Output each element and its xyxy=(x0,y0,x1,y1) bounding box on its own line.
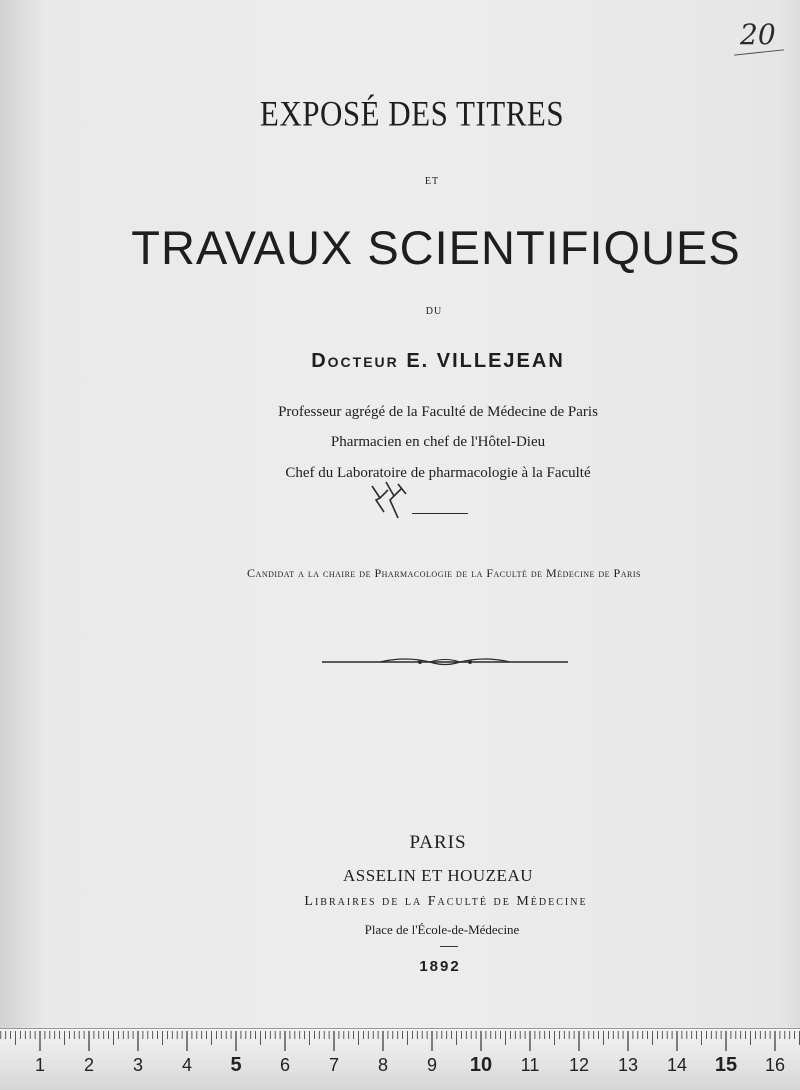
ruler-number: 11 xyxy=(520,1055,540,1075)
ruler-number: 5 xyxy=(230,1054,242,1076)
candidacy-statement: Candidat a la chaire de Pharmacologie de la Faculté de Médecine de Paris xyxy=(247,566,641,580)
handwritten-archive-number: 20 xyxy=(740,18,776,51)
handwritten-mark-icon xyxy=(368,478,412,524)
ruler-number: 7 xyxy=(328,1055,340,1075)
title-line-2: TRAVAUX SCIENTIFIQUES xyxy=(131,221,741,274)
ruler-number: 2 xyxy=(83,1055,95,1075)
ruler-number: 12 xyxy=(568,1055,590,1075)
ornamental-rule-icon xyxy=(320,652,570,672)
imprint-publisher-role: Libraires de la Faculté de Médecine xyxy=(304,894,588,909)
imprint-city: PARIS xyxy=(409,832,467,853)
imprint-year: 1892 xyxy=(419,958,461,975)
ruler-number: 14 xyxy=(666,1055,688,1075)
ruler-number: 15 xyxy=(714,1054,738,1076)
title-line-1: EXPOSÉ DES TITRES xyxy=(259,93,565,134)
affiliation-pharmacist: Pharmacien en chef de l'Hôtel-Dieu xyxy=(330,434,546,450)
ruler-number: 6 xyxy=(279,1055,291,1075)
imprint-publisher: ASSELIN ET HOUZEAU xyxy=(342,866,533,885)
imprint-address: Place de l'École-de-Médecine xyxy=(364,922,520,937)
ruler-scale xyxy=(0,1029,800,1090)
ruler-number: 13 xyxy=(617,1055,639,1075)
conjunction-et: ET xyxy=(424,176,440,187)
affiliation-lab-chief: Chef du Laboratoire de pharmacologie à la Faculté xyxy=(285,465,591,481)
ruler-number: 16 xyxy=(764,1055,786,1075)
ruler-number: 10 xyxy=(469,1054,493,1076)
ruler-number: 9 xyxy=(426,1055,438,1075)
affiliation-professor: Professeur agrégé de la Faculté de Médecine de Paris xyxy=(278,404,598,420)
author-name: Docteur E. VILLEJEAN xyxy=(311,350,565,372)
preposition-du: DU xyxy=(425,306,443,317)
ruler-number: 4 xyxy=(181,1055,193,1075)
short-separator-rule xyxy=(412,513,468,514)
imprint-dash xyxy=(440,946,458,947)
ruler-number: 1 xyxy=(34,1055,46,1075)
ruler-number: 8 xyxy=(377,1055,389,1075)
measurement-ruler xyxy=(0,1028,800,1090)
ruler-number: 3 xyxy=(132,1055,144,1075)
